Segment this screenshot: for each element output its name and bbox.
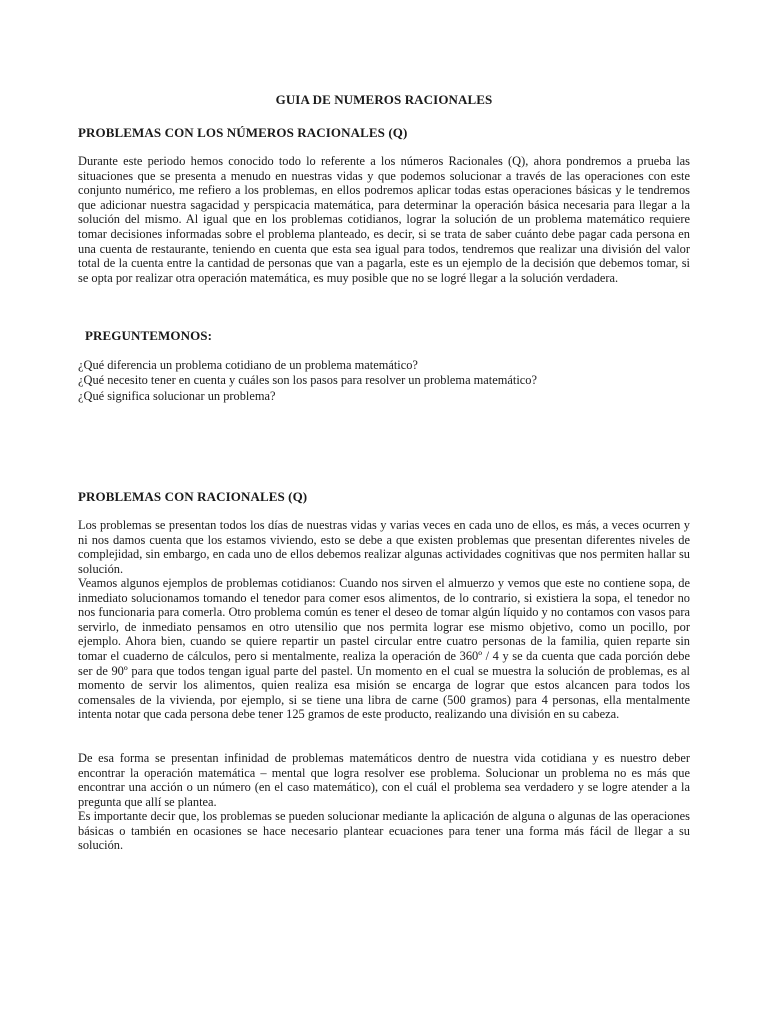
section-heading-rational-problems: PROBLEMAS CON LOS NÚMEROS RACIONALES (Q) <box>78 125 408 140</box>
body-paragraph: De esa forma se presentan infinidad de problemas matemáticos dentro de nuestra vida cotidiana y es nuestro deber encontrar la operación matemática – mental que logra resolver ese problema. Solucionar un problema no es más que encontrar una acción o un número (en el caso matemático), con el cuál el problema sea verdadero y se logre atender a la pregunta que allí se plantea. <box>78 751 690 809</box>
question-item: ¿Qué necesito tener en cuenta y cuáles son los pasos para resolver un problema matemático? <box>78 373 537 388</box>
question-list <box>78 358 690 404</box>
document-title: GUIA DE NUMEROS RACIONALES <box>275 92 493 107</box>
body-paragraph: Es importante decir que, los problemas se pueden solucionar mediante la aplicación de alguna o algunas de las operaciones básicas o también en ocasiones se hace necesario plantear ecuaciones para tener una forma más fácil de llegar a su solución. <box>78 809 690 853</box>
document-page <box>78 0 690 1024</box>
body-paragraph: Veamos algunos ejemplos de problemas cotidianos: Cuando nos sirven el almuerzo y vemos que este no contiene sopa, de inmediato solucionamos tomando el tenedor para comer esos alimentos, de lo contrario, si existiera la sopa, el tenedor no nos funcionaria para comerla. Otro problema común es tener el deseo de tomar algún líquido y no contamos con vasos para servirlo, de inmediato pensamos en otro utensilio que nos permita lograr ese mismo objetivo, como un pocillo, por ejemplo. Ahora bien, cuando se quiere repartir un pastel circular entre cuatro personas de la familia, quien reparte sin tomar el cuaderno de cálculos, pero si mentalmente, realiza la operación de 360º / 4 y se da cuenta que cada porción debe ser de 90º para que todos tengan igual parte del pastel. Un momento en el cual se muestra la solución de problemas, es al momento de servir los alimentos, quien realiza esa misión se encarga de lograr que estos alcancen para todos los comensales de la vivienda, por ejemplo, si se tiene una libra de carne (500 gramos) para 4 personas, ella mentalmente intenta notar que cada persona debe tener 125 gramos de este producto, realizando una división en su cabeza. <box>78 576 690 722</box>
section-heading-problems-with-rationals: PROBLEMAS CON RACIONALES (Q) <box>78 489 308 504</box>
question-item: ¿Qué significa solucionar un problema? <box>78 388 276 403</box>
body-paragraph: Los problemas se presentan todos los días de nuestras vidas y varias veces en cada uno de ellos, es más, a veces ocurren y ni nos damos cuenta que los estamos viviendo, esto se debe a que existen problemas que presentan diferentes niveles de complejidad, sin embargo, en cada uno de ellos debemos realizar algunas actividades cognitivas que nos permiten hallar su solución. <box>78 518 690 576</box>
section-heading-questions: PREGUNTEMONOS: <box>85 328 213 343</box>
question-item: ¿Qué diferencia un problema cotidiano de un problema matemático? <box>78 358 418 372</box>
intro-paragraph: Durante este periodo hemos conocido todo lo referente a los números Racionales (Q), ahora pondremos a prueba las situaciones que se presenta a menudo en nuestras vidas y que podemos solucionar a través de las operaciones con este conjunto numérico, me refiero a los problemas, en ellos podremos aplicar todas estas operaciones básicas y le tendremos que adicionar nuestra sagacidad y perspicacia matemática, para determinar la operación básica necesaria para llegar a la solución del mismo. Al igual que en los problemas cotidianos, lograr la solución de un problema matemático requiere tomar decisiones informadas sobre el problema planteado, es decir, si se trata de saber cuánto debe pagar cada persona en una cuenta de restaurante, teniendo en cuenta que esta sea igual para todos, tendremos que realizar una división del valor total de la cuenta entre la cantidad de personas que van a pagarla, este es un ejemplo de la decisión que debemos tomar, si se opta por realizar otra operación matemática, es muy posible que no se logré llegar a la solución verdadera. <box>78 154 690 285</box>
